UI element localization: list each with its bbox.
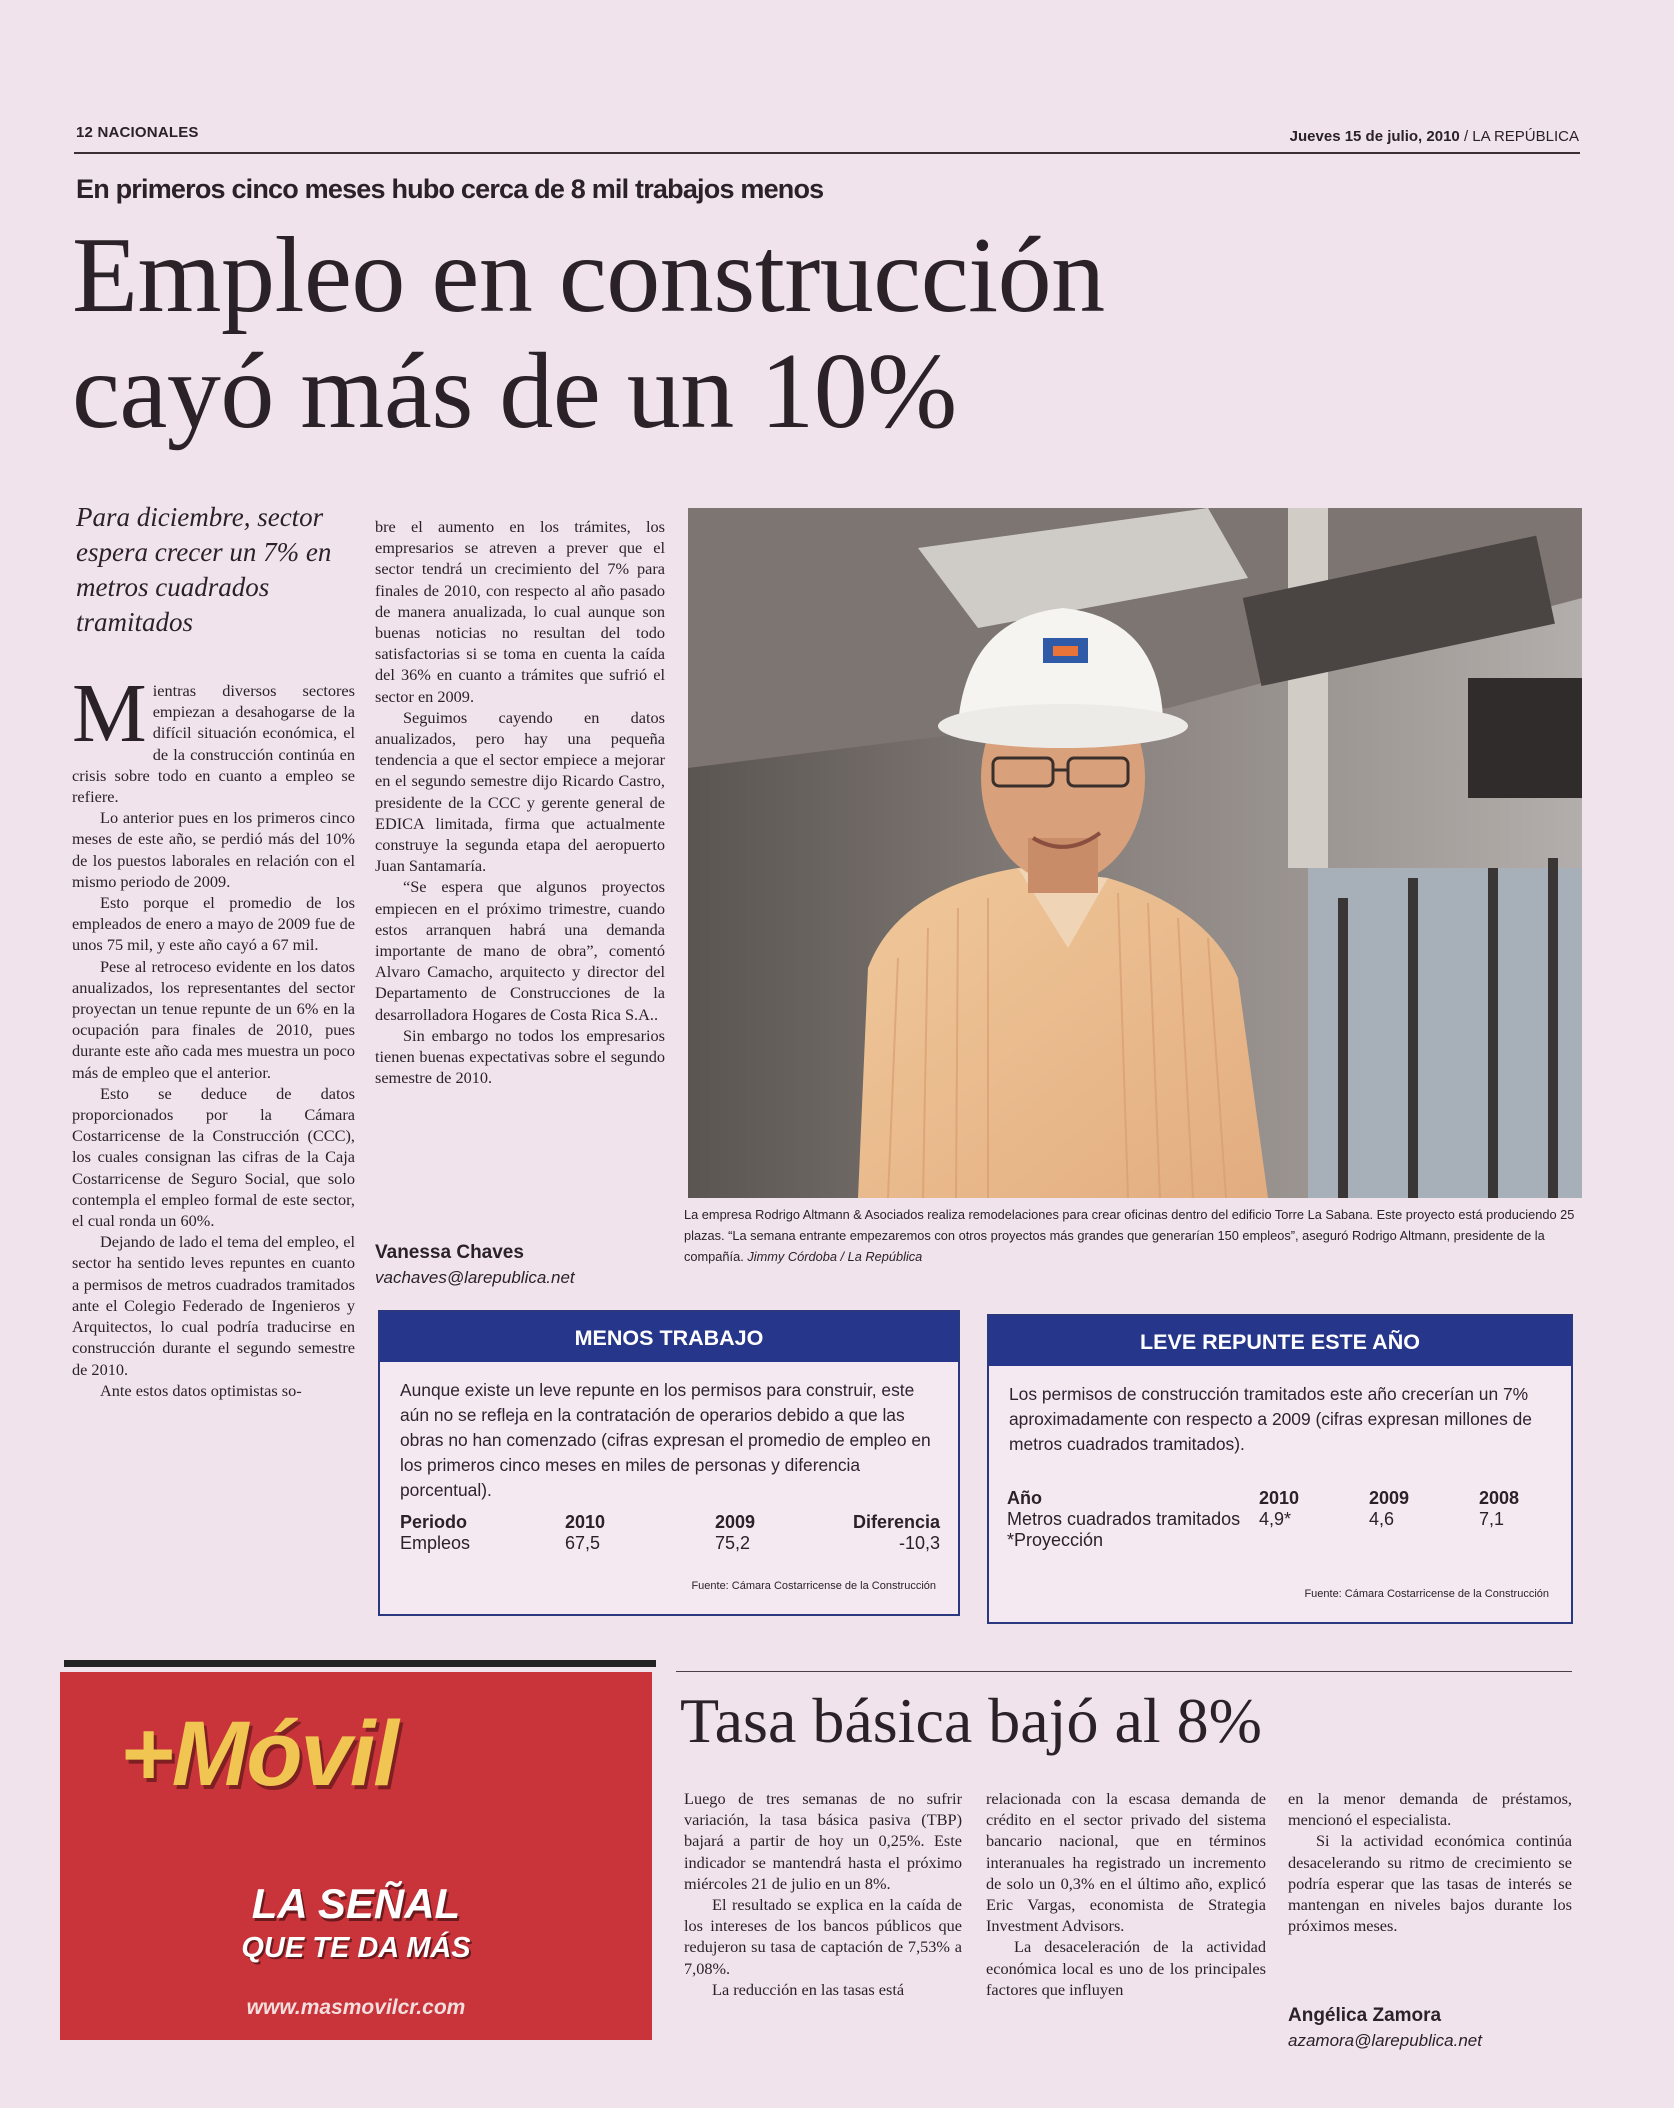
table-header-row: [1007, 1488, 1555, 1509]
dropcap: M: [72, 667, 147, 760]
table-cell: Empleos: [400, 1533, 471, 1553]
table-header: 2010: [1259, 1488, 1300, 1508]
date-line: [1290, 128, 1579, 145]
secondary-headline: Tasa básica bajó al 8%: [680, 1685, 1262, 1756]
ad-url[interactable]: www.masmovilcr.com: [246, 1996, 466, 2019]
table-cell: 4,6: [1369, 1509, 1395, 1529]
article2-column-1: [684, 1788, 962, 2000]
section-rule: [64, 1660, 656, 1667]
ad-brand-logo: +Móvil: [120, 1703, 397, 1805]
header-rule: [74, 152, 1580, 154]
photo-illustration: [688, 508, 1582, 1198]
infobox-source: Fuente: Cámara Costarricense de la Construcción: [1304, 1588, 1549, 1600]
ad-tagline: LA SEÑAL: [251, 1880, 461, 1927]
paragraph: Ante estos datos optimistas so-: [100, 1380, 302, 1400]
table-row: [400, 1533, 940, 1554]
paragraph: Si la actividad económica continúa desacelerando su ritmo de crecimiento se podría esperar que las tasas de interés se mantengan en niveles bajos durante los próximos meses.: [1288, 1831, 1572, 1936]
article-photo: [688, 508, 1582, 1198]
table-note: *Proyección: [1007, 1530, 1104, 1550]
table-header-row: [400, 1512, 940, 1533]
paragraph: Pese al retroceso evidente en los datos anualizados, los representantes del sector proyectan un tenue repunte de un 6% en la ocupación para finales de 2010, pues durante este año cada mes muestra un poco más de empleo que el anterior.: [72, 956, 355, 1082]
table-header: 2009: [1369, 1488, 1410, 1508]
paragraph: La desaceleración de la actividad económica local es uno de los principales factores que influyen: [986, 1937, 1266, 1999]
paragraph: Lo anterior pues en los primeros cinco meses de este año, se perdió más del 10% de los puestos laborales en relación con el mismo periodo de 2009.: [72, 808, 355, 891]
infobox-table: [400, 1512, 940, 1554]
table-header: 2010: [565, 1512, 606, 1532]
article-column-1: [72, 667, 355, 1401]
advertisement[interactable]: [60, 1672, 652, 2040]
paragraph: La reducción en las tasas está: [712, 1979, 905, 1999]
paragraph: Luego de tres semanas de no sufrir variación, la tasa básica pasiva (TBP) bajará a partir de hoy un 0,25%. Este indicador se mantendrá hasta el próximo miércoles 21 de julio en un 8%.: [684, 1789, 962, 1893]
deck: Para diciembre, sector espera crecer un 7% en metros cuadrados tramitados: [76, 502, 332, 637]
table-header: 2008: [1479, 1488, 1520, 1508]
paragraph: bre el aumento en los trámites, los empresarios se atreven a prever que el sector tendrá un crecimiento del 7% para finales de 2010, con respecto al año pasado de manera anualizada, lo cual aunque son buenas noticias no resultan del todo satisfactorias si se toma en cuenta la caída del 36% en cuanto a trámites que sufrió el sector en 2009.: [375, 517, 665, 706]
byline: [1288, 2005, 1572, 2051]
infobox-leve-repunte: [987, 1314, 1573, 1624]
table-cell: Metros cuadrados tramitados: [1007, 1509, 1241, 1529]
table-cell: 67,5: [565, 1533, 601, 1553]
headline-line-2: cayó más de un 10%: [72, 332, 957, 451]
paragraph: “Se espera que algunos proyectos empiecen en el próximo trimestre, cuando estos arranquen habrá una demanda importante de mano de obra”, comentó Alvaro Camacho, arquitecto y director del Departamento de Construcciones de la desarrolladora Hogares de Costa Rica S.A..: [375, 877, 665, 1024]
article2-column-3: [1288, 1788, 1572, 1936]
issue-date: Jueves 15 de julio, 2010: [1289, 128, 1460, 145]
paragraph: Sin embargo no todos los empresarios tienen buenas expectativas sobre el segundo semestre de 2010.: [375, 1025, 665, 1088]
section-label: 12 NACIONALES: [76, 124, 199, 141]
article2-column-2: [986, 1788, 1266, 2000]
table-row: [1007, 1509, 1555, 1530]
author-name: Angélica Zamora: [1288, 2005, 1442, 2026]
kicker: En primeros cinco meses hubo cerca de 8 mil trabajos menos: [76, 174, 824, 204]
paragraph: Esto porque el promedio de los empleados de enero a mayo de 2009 fue de unos 75 mil, y este año cayó a 67 mil.: [72, 893, 355, 955]
infobox-text: Aunque existe un leve repunte en los permisos para construir, este aún no se refleja en la contratación de operarios debido a que las obras no han comenzado (cifras expresan el promedio de empleo en los primeros cinco meses en miles de personas y diferencia porcentual).: [400, 1380, 931, 1500]
infobox-title: LEVE REPUNTE ESTE AÑO: [989, 1316, 1571, 1366]
paragraph: relacionada con la escasa demanda de crédito en el sector privado del sistema bancario nacional, que en términos interanuales ha registrado un incremento de solo un 0,3% en el último año, explicó Eric Vargas, economista de Strategia Investment Advisors.: [986, 1789, 1266, 1936]
paragraph: El resultado se explica en la caída de los intereses de los bancos públicos que redujeron su tasa de captación de 7,53% a 7,08%.: [684, 1895, 962, 1978]
table-header: Año: [1007, 1488, 1042, 1508]
table-header: Diferencia: [852, 1512, 940, 1532]
section-rule: [676, 1671, 1572, 1672]
infobox-table: [1007, 1488, 1555, 1551]
infobox-source: Fuente: Cámara Costarricense de la Construcción: [691, 1580, 936, 1592]
paragraph: en la menor demanda de préstamos, mencionó el especialista.: [1288, 1789, 1572, 1830]
photo-caption: [684, 1204, 1580, 1267]
table-cell: 75,2: [715, 1533, 751, 1553]
ad-tagline-sub: QUE TE DA MÁS: [241, 1932, 471, 1964]
table-cell: 7,1: [1479, 1509, 1505, 1529]
table-header: 2009: [715, 1512, 756, 1532]
author-email[interactable]: vachaves@larepublica.net: [375, 1268, 575, 1287]
infobox-menos-trabajo: [378, 1310, 960, 1616]
publication-name: / LA REPÚBLICA: [1463, 128, 1579, 145]
infobox-title: MENOS TRABAJO: [380, 1312, 958, 1362]
main-headline: [72, 218, 1372, 450]
byline: [375, 1242, 665, 1288]
author-email[interactable]: azamora@larepublica.net: [1288, 2031, 1482, 2050]
author-name: Vanessa Chaves: [375, 1242, 524, 1263]
table-cell: -10,3: [898, 1533, 940, 1553]
paragraph: Dejando de lado el tema del empleo, el sector ha sentido leves repuntes en cuanto a permisos de metros cuadrados tramitados ante el Colegio Federado de Ingenieros y Arquitectos, lo cual podría traducirse en construcción durante el segundo semestre de 2010.: [72, 1232, 355, 1379]
table-cell: 4,9*: [1259, 1509, 1292, 1529]
table-row: [1007, 1530, 1555, 1551]
paragraph-text: ientras diversos sectores empiezan a desahogarse de la difícil situación económica, el de la construcción continúa en crisis sobre todo en cuanto a empleo se refiere.: [72, 681, 355, 807]
caption-text: La empresa Rodrigo Altmann & Asociados realiza remodelaciones para crear oficinas dentro del edificio Torre La Sabana. Este proyecto está produciendo 25 plazas. “La semana entrante empezaremos con otros proyectos más grandes que generarían 150 empleos”, aseguró Rodrigo Altmann, presidente de la compañía.: [684, 1207, 1575, 1264]
paragraph: Esto se deduce de datos proporcionados por la Cámara Costarricense de la Construcción (CCC), los cuales consignan las cifras de la Caja Costarricense de Seguro Social, que solo contempla el empleo formal de este sector, el cual ronda un 60%.: [72, 1083, 355, 1231]
infobox-text: Los permisos de construcción tramitados este año crecerían un 7% aproximadamente con respecto a 2009 (cifras expresan millones de metros cuadrados tramitados).: [1009, 1384, 1532, 1454]
paragraph: [72, 667, 355, 807]
paragraph: Seguimos cayendo en datos anualizados, pero hay una pequeña tendencia a que el sector empiece a mejorar en el segundo semestre dijo Ricardo Castro, presidente de la CCC y gerente general de EDICA limitada, firma que actualmente construye la segunda etapa del aeropuerto Juan Santamaría.: [375, 707, 665, 876]
table-header: Periodo: [400, 1512, 468, 1532]
headline-line-1: Empleo en construcción: [72, 216, 1105, 335]
article-column-2: [375, 516, 665, 1088]
photo-credit: Jimmy Córdoba / La República: [747, 1249, 923, 1264]
